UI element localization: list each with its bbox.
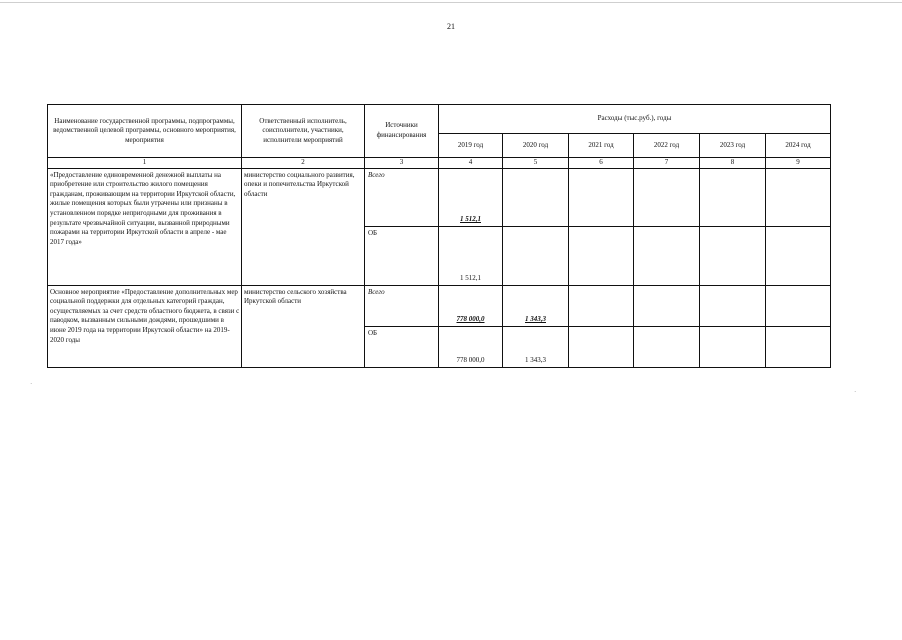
source-ob-label: ОБ <box>365 326 439 367</box>
header-year: 2024 год <box>766 134 831 158</box>
source-total-label: Всего <box>365 168 439 226</box>
column-number: 9 <box>766 158 831 169</box>
header-year: 2020 год <box>503 134 569 158</box>
table-row <box>48 168 831 226</box>
value-cell <box>503 168 569 226</box>
page-top-edge <box>0 2 902 3</box>
value-cell <box>503 226 569 285</box>
value-cell <box>569 326 634 367</box>
activity-name: Основное мероприятие «Предоставление дополнительных мер социальной поддержки для отдельных категорий граждан, осуществляемых за счет средств областного бюджета, в связи с паводком, вызванным сильными дождями, прошедшими в июне 2019 года на территории Иркутской области» на 2019-2020 годы <box>48 285 242 367</box>
value-cell <box>569 285 634 326</box>
value-cell: 778 000,0 <box>439 326 503 367</box>
header-year: 2022 год <box>634 134 700 158</box>
responsible-executor: министерство социального развития, опеки и попечительства Иркутской области <box>242 168 365 285</box>
value-cell <box>634 285 700 326</box>
column-number: 6 <box>569 158 634 169</box>
column-number: 4 <box>439 158 503 169</box>
value-cell: 1 343,3 <box>503 326 569 367</box>
value-cell: 1 512,1 <box>439 226 503 285</box>
scan-mark: · <box>30 380 33 388</box>
header-year: 2021 год <box>569 134 634 158</box>
value-cell <box>766 168 831 226</box>
column-number: 2 <box>242 158 365 169</box>
header-source: Источники финансирования <box>365 105 439 158</box>
activity-name: «Предоставление единовременной денежной выплаты на приобретение или строительство жилого помещения гражданам, проживающим на территории Иркутской области, жилые помещения которых были утрачены или признаны в установленном порядке непригодными для проживания в результате чрезвычайной ситуации, вызванной природными пожарами на территории Иркутской области в апреле - мае 2017 года» <box>48 168 242 285</box>
value-cell: 1 343,3 <box>503 285 569 326</box>
value-cell <box>634 226 700 285</box>
header-year: 2023 год <box>700 134 766 158</box>
value-cell <box>700 285 766 326</box>
header-responsible: Ответственный исполнитель, соисполнители, участники, исполнители мероприятий <box>242 105 365 158</box>
value-cell <box>634 168 700 226</box>
column-number: 5 <box>503 158 569 169</box>
value-cell <box>700 326 766 367</box>
header-expenses: Расходы (тыс.руб.), годы <box>439 105 831 134</box>
source-total-label: Всего <box>365 285 439 326</box>
value-cell <box>700 168 766 226</box>
value-cell <box>634 326 700 367</box>
header-year: 2019 год <box>439 134 503 158</box>
responsible-executor: министерство сельского хозяйства Иркутской области <box>242 285 365 367</box>
value-cell <box>569 226 634 285</box>
value-cell <box>569 168 634 226</box>
table-row <box>48 285 831 326</box>
column-number: 8 <box>700 158 766 169</box>
source-ob-label: ОБ <box>365 226 439 285</box>
value-cell: 778 000,0 <box>439 285 503 326</box>
column-number: 1 <box>48 158 242 169</box>
value-cell: 1 512,1 <box>439 168 503 226</box>
page-number: 21 <box>447 22 455 31</box>
column-number: 7 <box>634 158 700 169</box>
value-cell <box>766 226 831 285</box>
scan-mark: · <box>854 388 857 396</box>
value-cell <box>700 226 766 285</box>
header-name: Наименование государственной программы, подпрограммы, ведомственной целевой программы, основного мероприятия, мероприятия <box>48 105 242 158</box>
column-number: 3 <box>365 158 439 169</box>
value-cell <box>766 326 831 367</box>
expenses-table <box>47 104 831 368</box>
value-cell <box>766 285 831 326</box>
